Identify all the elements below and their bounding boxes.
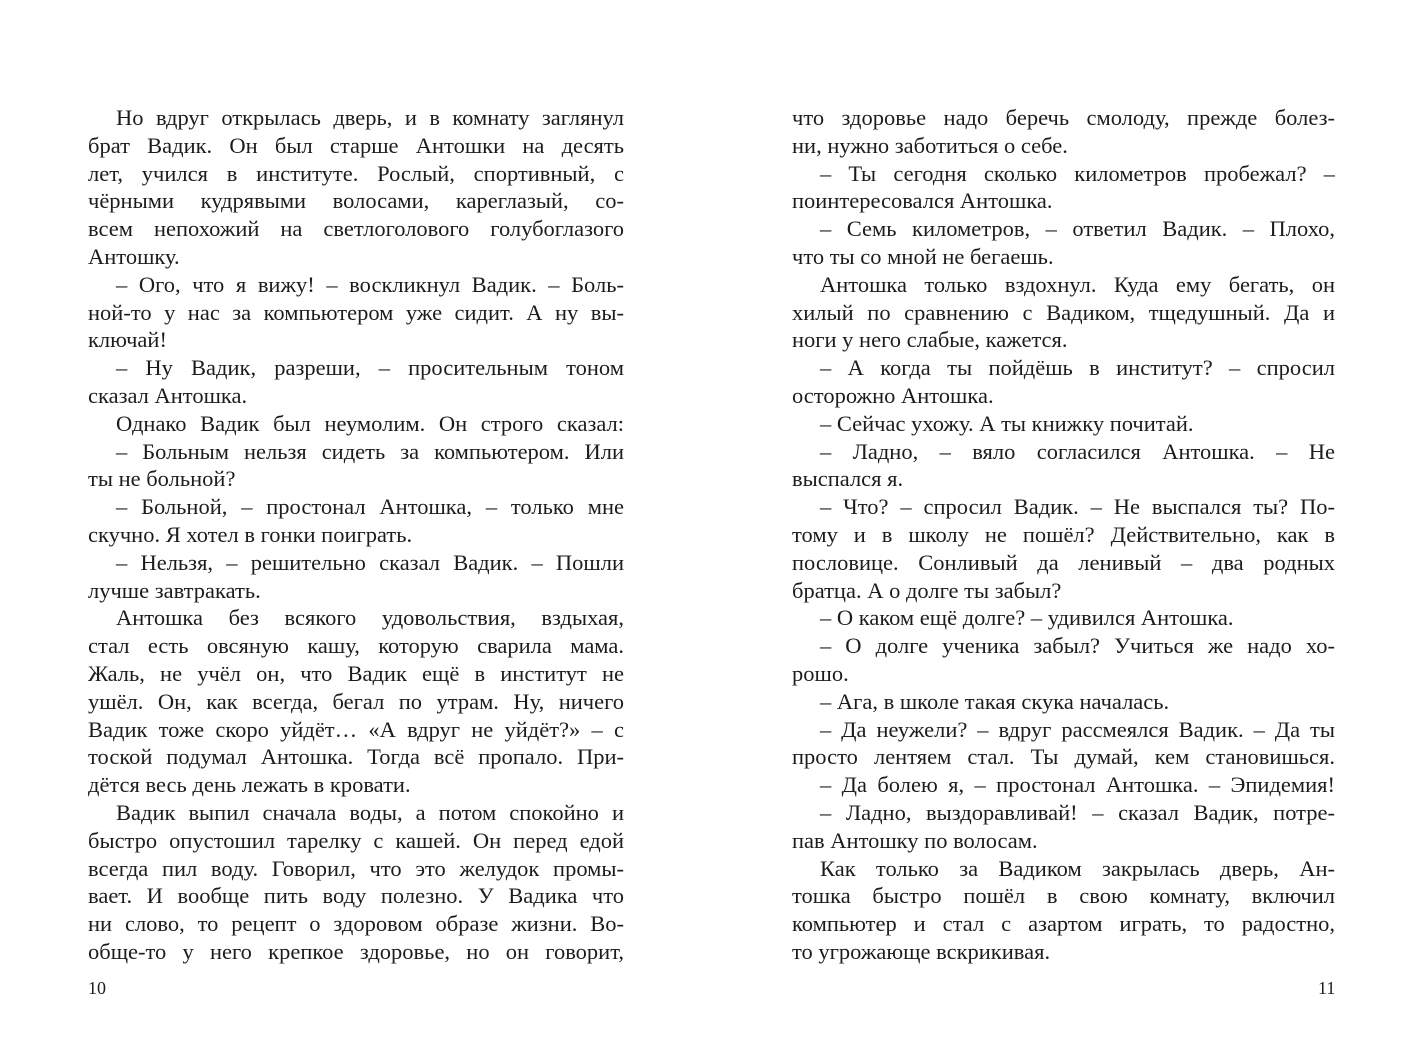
text-line: стал есть овсяную кашу, которую сварила мама.	[88, 633, 624, 659]
page-number-left: 10	[88, 978, 106, 998]
text-line: – А когда ты пойдёшь в институт? – спросил	[820, 355, 1335, 381]
text-line: всегда пил воду. Говорил, что это желудок промы-	[88, 855, 624, 881]
text-line: – Ты сегодня сколько километров пробежал? –	[820, 160, 1335, 186]
right-page-text	[792, 104, 1335, 966]
text-line: Антошка без всякого удовольствия, вздыхая,	[116, 605, 624, 631]
text-line: всем непохожий на светлоголового голубоглазого	[88, 216, 624, 242]
text-line: то угрожающе вскрикивая.	[792, 938, 1051, 964]
text-line: поинтересовался Антошка.	[792, 188, 1053, 214]
text-line: – Ладно, – вяло согласился Антошка. – Не	[820, 438, 1335, 464]
text-line: ни слово, то рецепт о здоровом образе жизни. Во-	[88, 911, 624, 937]
text-line: – Ого, что я вижу! – воскликнул Вадик. – Боль-	[116, 271, 624, 297]
page-number-right: 11	[1318, 978, 1336, 998]
text-line: Жаль, не учёл он, что Вадик ещё в институт не	[88, 660, 624, 686]
text-line: брат Вадик. Он был старше Антошки на десять	[88, 132, 624, 158]
text-line: Как только за Вадиком закрылась дверь, Ан-	[820, 855, 1335, 881]
text-line: скучно. Я хотел в гонки поиграть.	[88, 521, 413, 547]
text-line: – Ага, в школе такая скука началась.	[820, 688, 1170, 714]
text-line: – О долге ученика забыл? Учиться же надо хо-	[820, 633, 1335, 659]
text-line: тошка быстро пошёл в свою комнату, включил	[792, 883, 1335, 909]
text-line: лет, учился в институте. Рослый, спортивный, с	[88, 160, 624, 186]
text-line: сказал Антошка.	[88, 382, 248, 408]
text-line: – Ну Вадик, разреши, – просительным тоном	[116, 355, 624, 381]
text-line: братца. А о долге ты забыл?	[792, 577, 1062, 603]
text-line: осторожно Антошка.	[792, 382, 994, 408]
text-line: ключай!	[88, 327, 167, 353]
text-line: компьютер и стал с азартом играть, то радостно,	[792, 911, 1335, 937]
text-line: – Сейчас ухожу. А ты книжку почитай.	[820, 410, 1194, 436]
text-line: – Больной, – простонал Антошка, – только мне	[116, 494, 624, 520]
text-line: выспался я.	[792, 466, 904, 492]
text-line: пословице. Сонливый да ленивый – два родных	[792, 549, 1335, 575]
text-line: пав Антошку по волосам.	[792, 827, 1038, 853]
text-line: Вадик тоже скоро уйдёт… «А вдруг не уйдёт?» – с	[88, 716, 624, 742]
text-line: рошо.	[792, 660, 849, 686]
text-line: – Семь километров, – ответил Вадик. – Плохо,	[820, 216, 1335, 242]
text-line: ной-то у нас за компьютером уже сидит. А ну вы-	[88, 299, 624, 325]
text-line: – Да неужели? – вдруг рассмеялся Вадик. – Да ты	[820, 716, 1335, 742]
text-line: – Больным нельзя сидеть за компьютером. Или	[116, 438, 624, 464]
text-line: ноги у него слабые, кажется.	[792, 327, 1068, 353]
text-line: – Ладно, выздоравливай! – сказал Вадик, потре-	[820, 799, 1335, 825]
text-line: что здоровье надо беречь смолоду, прежде болез-	[792, 105, 1335, 130]
text-line: ты не больной?	[88, 466, 236, 492]
text-line: что ты со мной не бегаешь.	[792, 243, 1054, 269]
text-line: Но вдруг открылась дверь, и в комнату заглянул	[116, 105, 624, 130]
text-line: Антошка только вздохнул. Куда ему бегать, он	[820, 271, 1335, 297]
text-line: вает. И вообще пить воду полезно. У Вадика что	[88, 883, 624, 909]
text-line: тоской подумал Антошка. Тогда всё пропало. При-	[88, 744, 624, 770]
text-line: – О каком ещё долге? – удивился Антошка.	[820, 605, 1234, 631]
text-line: обще-то у него крепкое здоровье, но он говорит,	[88, 938, 624, 964]
text-line: тому и в школу не пошёл? Действительно, как в	[792, 521, 1335, 547]
text-line: Вадик выпил сначала воды, а потом спокойно и	[116, 799, 624, 825]
text-line: ушёл. Он, как всегда, бегал по утрам. Ну, ничего	[88, 688, 624, 714]
text-line: – Что? – спросил Вадик. – Не выспался ты? По-	[820, 494, 1335, 520]
text-line: чёрными кудрявыми волосами, кареглазый, со-	[88, 188, 624, 214]
left-page-text	[88, 104, 624, 966]
text-line: Антошку.	[88, 243, 180, 269]
text-line: просто лентяем стал. Ты думай, кем становишься.	[792, 744, 1335, 770]
text-line: лучше завтракать.	[88, 577, 261, 603]
text-line: ни, нужно заботиться о себе.	[792, 132, 1068, 158]
text-line: – Да болею я, – простонал Антошка. – Эпидемия!	[820, 772, 1335, 798]
text-line: хилый по сравнению с Вадиком, тщедушный. Да и	[792, 299, 1335, 325]
text-line: быстро опустошил тарелку с кашей. Он перед едой	[88, 827, 624, 853]
text-line: дётся весь день лежать в кровати.	[88, 772, 411, 798]
text-line: – Нельзя, – решительно сказал Вадик. – Пошли	[116, 549, 624, 575]
text-line: Однако Вадик был неумолим. Он строго сказал:	[116, 410, 624, 436]
